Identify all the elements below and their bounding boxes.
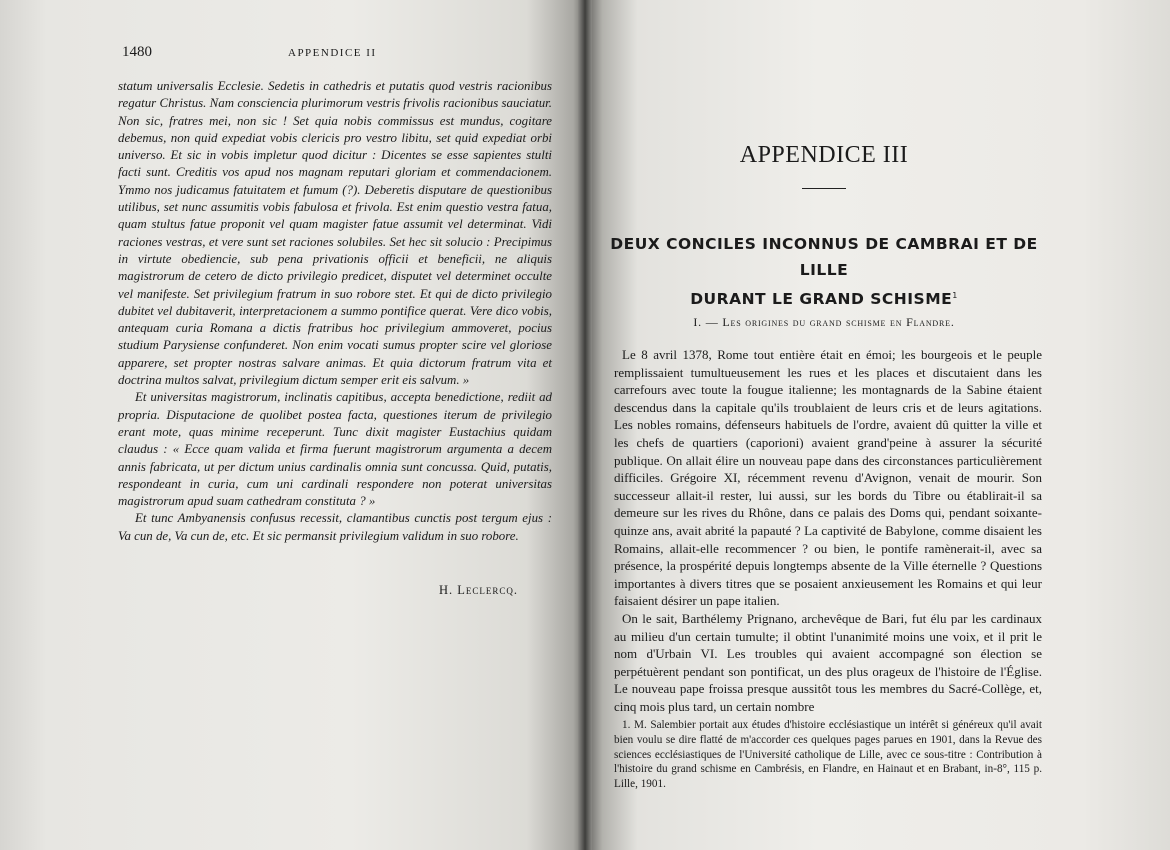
section-heading: I. — Les origines du grand schisme en Flandre.	[693, 315, 955, 329]
left-page-body	[118, 78, 552, 545]
signature: H. Leclercq.	[438, 583, 518, 597]
book-gutter	[578, 0, 592, 850]
page-number: 1480	[122, 44, 152, 60]
left-paragraph-2: Et universitas magistrorum, inclinatis capitibus, accepta benedictione, rediit ad propria. Disputacione de quolibet postea facta, questiones iterum de privilegio erant mote, quas minime receperunt. Tunc dixit magister Eustachius quidam claudus : « Ecce quam valida et firma fuerunt magistrorum argumenta a decem annis fabricata, ut per dictum unius cardinalis omnia sunt concussa. Quid, putatis, respondeant in curia, cum uni cardinali respondere non poterat universitas magistrorum apud suam cathedram constituta ? »	[118, 390, 552, 509]
appendix-title: APPENDICE III	[739, 142, 909, 168]
left-paragraph-1: statum universalis Ecclesie. Sedetis in cathedris et putatis quod vestris racionibus regatur Christus. Nam consciencia plurimorum vestris frivolis racionibus sauciatur. Non sic, fratres mei, non sic ! Set quia nobis commissus est mundus, cogitare debemus, non quid expediat vobis clericis pro vestro libitu, set quid expediat orbi universo. Et sic in vobis impletur quod dicitur : Dicentes se esse sapientes stulti facti sunt. Creditis vos apud nos magnam reputari gloriam et commendacionem. Ymmo nos judicamus fatuitatem et fumum (?). Deberetis disputare de questionibus utilibus, set nunc assumitis vobis fabulosa et frivola. Est enim questio vestra fatua, quam stultus fatue proponit vel quam magister fatue assumit vel determinat. Vidi raciones vestras, et vere sunt set raciones solubiles. Set hec sit solucio : Precipimus in virtute obediencie, sub pena privationis officii et beneficii, ne aliquis magistrorum de cetero de dicto privilegio predicet, disputet vel determinet occulte vel manifeste. Set privilegium fratrum in suo robore stet. Et qui de dicto privilegio dubitet vel dubitaverit, interpretacionem a summo pontifice querat. Vere dico vobis, antequam curia Romana a dictis fratribus hoc privilegium ammoveret, pocius studium Parysiense confunderet. Non enim vocati sumus propter scire vel gloriose apparere, set propter nostras salvare animas. Et quia dictorum fratrum vita et doctrina multos salvat, privilegium dictum semper erit eis salvum. »	[118, 79, 552, 388]
title-rule	[802, 188, 846, 189]
right-paragraph-1: Le 8 avril 1378, Rome tout entière était en émoi; les bourgeois et le peuple remplissaient tumultueusement les rues et les places et discutaient dans les carrefours avec toute la fougue italienne; les montagnards de la Sabine étaient descendus dans la capitale qu'ils troublaient de leurs cris et de leurs agitations. Les nobles romains, défenseurs habituels de l'ordre, avaient dû quitter la ville et les chefs de quartiers (caporioni) avaient grand'peine à assurer la sécurité publique. On allait élire un nouveau pape dans des circonstances particulièrement difficiles. Grégoire XI, récemment revenu d'Avignon, venait de mourir. Son successeur allait-il rester, lui aussi, sur les bords du Tibre ou établirait-il sa demeure sur les rives du Rhône, dans ce palais des Doms qui, pendant soixante-quinze ans, avait abrité la papauté ? La captivité de Babylone, comme disaient les Romains, allait-elle recommencer ? ou bien, le pontife ramènerait-il, avec sa présence, la prospérité depuis longtemps absente de la Ville éternelle ? Questions importantes à divers titres que se posaient anxieusement les Romains et qui leur faisaient désirer un pape italien.	[614, 347, 1042, 609]
left-paragraph-3: Et tunc Ambyanensis confusus recessit, clamantibus cunctis post tergum ejus : Va cun de, Va cun de, etc. Et sic permansit privilegium validum in suo robore.	[118, 511, 552, 543]
right-paragraph-2: On le sait, Barthélemy Prignano, archevêque de Bari, fut élu par les cardinaux au milieu d'un certain tumulte; il obtint l'unanimité moins une voix, et il prit le nom d'Urbain VI. Les troubles qui avaient accompagné son élection se perpétuèrent pendant son pontificat, un des plus orageux de l'histoire de l'Église. Le nouveau pape froissa presque aussitôt tous les membres du Sacré-Collège, et, cinq mois plus tard, un certain nombre	[614, 610, 1042, 714]
subtitle-line-1: DEUX CONCILES INCONNUS DE CAMBRAI ET DE LILLE	[610, 235, 1038, 279]
running-head: APPENDICE II	[288, 47, 377, 59]
subtitle-line-2: DURANT LE GRAND SCHISME	[690, 290, 953, 309]
chapter-subtitle	[608, 231, 1040, 312]
footnote-mark: 1	[952, 291, 958, 300]
left-page-header	[122, 44, 552, 64]
footnote: 1. M. Salembier portait aux études d'histoire ecclésiastique un intérêt si généreux qu'il avait bien voulu se dire flatté de m'accorder ces quelques pages parues en 1901, dans la Revue des sciences ecclésiastiques de l'Université catholique de Lille, avec ce sous-titre : Contribution à l'histoire du grand schisme en Cambrésis, en Flandre, en Hainaut et en Brabant, in-8°, 115 p. Lille, 1901.	[614, 719, 1042, 791]
right-page-body	[614, 346, 1042, 715]
